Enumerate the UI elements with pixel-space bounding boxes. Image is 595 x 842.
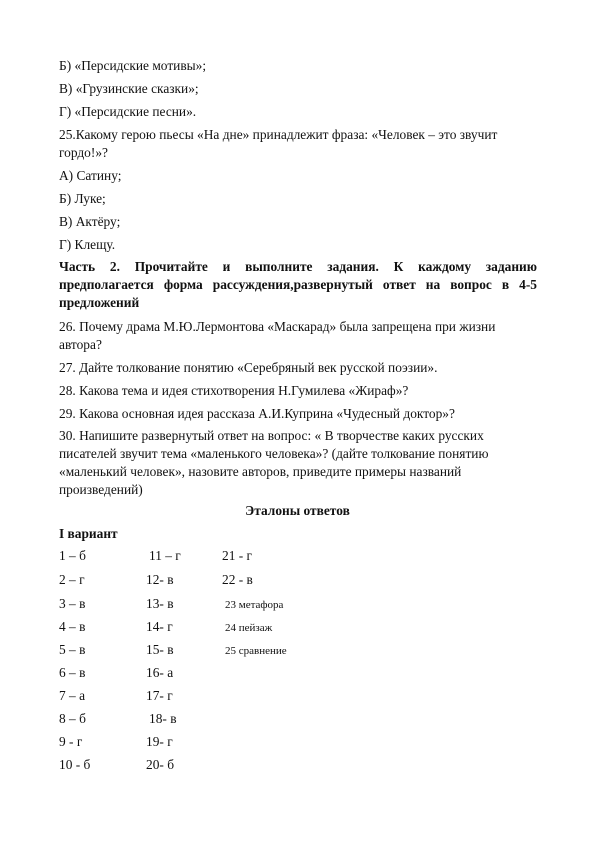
answer-5: 5 – в [59,642,86,657]
answer-2: 2 – г [59,572,85,587]
question-26: 26. Почему драма М.Ю.Лермонтова «Маскарад» была запрещена при жизни автора? [59,319,496,352]
option-g-persian-songs: Г) «Персидские песни». [59,104,197,119]
answer-17: 17- г [146,688,173,703]
question-25: 25.Какому герою пьесы «На дне» принадлежит фраза: «Человек – это звучит гордо!»? [59,127,498,160]
option-b-luka: Б) Луке; [59,191,106,206]
answers-title: Эталоны ответов [245,503,350,518]
answer-4: 4 – в [59,619,86,634]
question-30: 30. Напишите развернутый ответ на вопрос: « В творчестве каких русских писателей звучит тема «маленького человека»? (дайте толкование понятию «маленький человек», назовите авторов, приведите примеры названий произведений) [59,428,489,497]
answer-14: 14- г [146,619,173,634]
answer-1: 1 – б [59,548,86,563]
option-v-georgian-tales: В) «Грузинские сказки»; [59,81,199,96]
part-2-instructions: Часть 2. Прочитайте и выполните задания. К каждому заданию предполагается форма рассуждения,развернутый ответ на вопрос в 4-5 предложений [59,259,537,310]
option-g-kleshch: Г) Клещу. [59,237,116,252]
answer-19: 19- г [146,734,173,749]
answer-10: 10 - б [59,757,91,772]
question-28: 28. Какова тема и идея стихотворения Н.Гумилева «Жираф»? [59,383,409,398]
question-27: 27. Дайте толкование понятию «Серебряный век русской поэзии». [59,360,438,375]
answer-12: 12- в [146,572,174,587]
question-29: 29. Какова основная идея рассказа А.И.Куприна «Чудесный доктор»? [59,406,455,421]
answer-8: 8 – б [59,711,86,726]
answer-15: 15- в [146,642,174,657]
answer-9: 9 - г [59,734,83,749]
option-a-satin: А) Сатину; [59,168,122,183]
answer-20: 20- б [146,757,175,772]
answer-23: 23 метафора [225,599,284,611]
answer-13: 13- в [146,596,174,611]
option-b-persian-motifs: Б) «Персидские мотивы»; [59,58,207,73]
answer-24: 24 пейзаж [225,622,273,634]
answer-16: 16- а [146,665,174,680]
option-v-actor: В) Актёру; [59,214,121,229]
answer-6: 6 – в [59,665,86,680]
answer-18: 18- в [149,711,177,726]
answer-3: 3 – в [59,596,86,611]
answer-11: 11 – г [149,548,181,563]
answer-7: 7 – а [59,688,86,703]
answer-21: 21 - г [222,548,253,563]
answer-22: 22 - в [222,572,253,587]
answer-25: 25 сравнение [225,645,287,657]
variant-label: I вариант [59,526,118,541]
